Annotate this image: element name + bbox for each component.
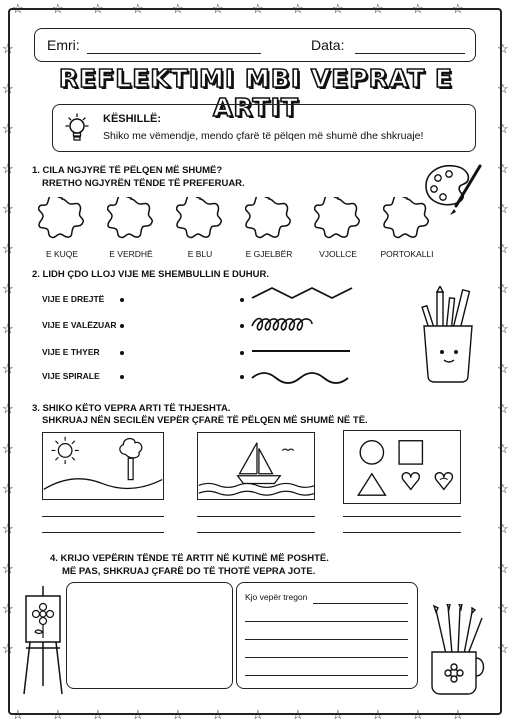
star-icon: ☆ bbox=[132, 1, 144, 16]
star-icon: ☆ bbox=[252, 1, 264, 16]
q3-title: 3. SHIKO KËTO VEPRA ARTI TË THJESHTA. bbox=[32, 403, 231, 414]
color-label: PORTOKALLI bbox=[380, 249, 434, 259]
answer-line-2a[interactable] bbox=[197, 516, 315, 517]
line-type-label: VIJE E VALËZUAR bbox=[42, 320, 117, 330]
star-icon: ☆ bbox=[2, 201, 14, 216]
match-dot-left[interactable] bbox=[120, 375, 124, 379]
star-icon: ☆ bbox=[497, 241, 509, 256]
color-label: E BLU bbox=[187, 249, 213, 259]
tip-text: Shiko me vëmendje, mendo çfarë të pëlqen më shumë dhe shkruaje! bbox=[103, 130, 424, 142]
star-icon: ☆ bbox=[497, 121, 509, 136]
color-label: E VERDHË bbox=[109, 249, 153, 259]
q1-title: 1. CILA NGJYRË TË PËLQEN MË SHUMË? bbox=[32, 165, 223, 176]
star-icon: ☆ bbox=[2, 401, 14, 416]
star-icon: ☆ bbox=[2, 161, 14, 176]
star-icon: ☆ bbox=[497, 41, 509, 56]
color-blob-2[interactable] bbox=[107, 197, 155, 243]
match-dot-right[interactable] bbox=[240, 298, 244, 302]
line-type-label: VIJE E DREJTË bbox=[42, 294, 105, 304]
star-icon: ☆ bbox=[497, 521, 509, 536]
match-dot-right[interactable] bbox=[240, 375, 244, 379]
star-icon: ☆ bbox=[497, 201, 509, 216]
star-icon: ☆ bbox=[497, 481, 509, 496]
star-icon: ☆ bbox=[2, 321, 14, 336]
zigzag-line bbox=[252, 288, 352, 298]
star-icon: ☆ bbox=[2, 641, 14, 656]
star-icon: ☆ bbox=[332, 707, 344, 722]
name-label: Emri: bbox=[47, 37, 80, 53]
star-icon: ☆ bbox=[2, 601, 14, 616]
star-icon: ☆ bbox=[2, 361, 14, 376]
line-examples bbox=[250, 286, 360, 386]
star-icon: ☆ bbox=[497, 81, 509, 96]
star-icon: ☆ bbox=[497, 441, 509, 456]
star-icon: ☆ bbox=[497, 601, 509, 616]
star-icon: ☆ bbox=[2, 561, 14, 576]
meaning-line-5[interactable] bbox=[245, 675, 408, 676]
star-icon: ☆ bbox=[497, 361, 509, 376]
color-label: E GJELBËR bbox=[245, 249, 293, 259]
color-blob-1[interactable] bbox=[38, 197, 86, 243]
date-label: Data: bbox=[311, 37, 345, 53]
q3-instruction: SHKRUAJ NËN SECILËN VEPËR ÇFARË TË PËLQEN MË SHUMË NË TË. bbox=[42, 415, 368, 426]
meaning-box bbox=[236, 582, 418, 689]
match-dot-right[interactable] bbox=[240, 351, 244, 355]
answer-line-2b[interactable] bbox=[197, 532, 315, 533]
star-icon: ☆ bbox=[92, 1, 104, 16]
line-type-label: VIJE E THYER bbox=[42, 347, 100, 357]
star-icon: ☆ bbox=[52, 1, 64, 16]
q1-instruction: RRETHO NGJYRËN TËNDE TË PREFERUAR. bbox=[42, 178, 245, 189]
color-blob-4[interactable] bbox=[245, 197, 293, 243]
star-icon: ☆ bbox=[132, 707, 144, 722]
answer-line-3a[interactable] bbox=[343, 516, 461, 517]
star-icon: ☆ bbox=[497, 561, 509, 576]
star-icon: ☆ bbox=[12, 707, 24, 722]
color-blob-3[interactable] bbox=[176, 197, 224, 243]
color-label: E KUQE bbox=[45, 249, 79, 259]
star-icon: ☆ bbox=[372, 707, 384, 722]
brush-cup-icon bbox=[426, 604, 490, 696]
star-icon: ☆ bbox=[292, 707, 304, 722]
artwork-shapes bbox=[343, 430, 461, 504]
artwork-sailboat bbox=[197, 432, 315, 500]
q4-title: 4. KRIJO VEPËRIN TËNDE TË ARTIT NË KUTINË MË POSHTË. bbox=[50, 553, 329, 564]
pencil-cup-icon bbox=[420, 286, 480, 386]
star-icon: ☆ bbox=[2, 441, 14, 456]
star-icon: ☆ bbox=[2, 241, 14, 256]
match-dot-left[interactable] bbox=[120, 351, 124, 355]
star-icon: ☆ bbox=[332, 1, 344, 16]
color-blob-6[interactable] bbox=[383, 197, 431, 243]
star-icon: ☆ bbox=[372, 1, 384, 16]
star-icon: ☆ bbox=[412, 1, 424, 16]
date-field[interactable] bbox=[355, 53, 465, 54]
meaning-line-1[interactable] bbox=[313, 603, 408, 604]
match-dot-left[interactable] bbox=[120, 298, 124, 302]
spiral-loop-line bbox=[252, 319, 312, 330]
lightbulb-icon bbox=[63, 113, 91, 145]
answer-line-3b[interactable] bbox=[343, 532, 461, 533]
star-icon: ☆ bbox=[2, 41, 14, 56]
star-icon: ☆ bbox=[92, 707, 104, 722]
star-icon: ☆ bbox=[172, 707, 184, 722]
tells-label: Kjo vepër tregon bbox=[245, 592, 308, 602]
star-icon: ☆ bbox=[2, 281, 14, 296]
star-icon: ☆ bbox=[497, 641, 509, 656]
star-icon: ☆ bbox=[412, 707, 424, 722]
q2-title: 2. LIDH ÇDO LLOJ VIJE ME SHEMBULLIN E DUHUR. bbox=[32, 269, 269, 280]
color-blob-5[interactable] bbox=[314, 197, 362, 243]
star-icon: ☆ bbox=[2, 521, 14, 536]
q4-instruction: MË PAS, SHKRUAJ ÇFARË DO TË THOTË VEPRA JOTE. bbox=[62, 566, 316, 577]
name-date-box bbox=[34, 28, 476, 62]
star-icon: ☆ bbox=[52, 707, 64, 722]
name-field[interactable] bbox=[87, 53, 261, 54]
star-icon: ☆ bbox=[212, 707, 224, 722]
star-icon: ☆ bbox=[452, 1, 464, 16]
page-title: REFLEKTIMI MBI VEPRAT E ARTIT bbox=[58, 64, 454, 122]
star-icon: ☆ bbox=[12, 1, 24, 16]
tip-box bbox=[52, 104, 476, 152]
star-icon: ☆ bbox=[2, 121, 14, 136]
star-icon: ☆ bbox=[497, 321, 509, 336]
answer-line-1b[interactable] bbox=[42, 532, 164, 533]
line-type-label: VIJE SPIRALE bbox=[42, 371, 100, 381]
color-label: VJOLLCE bbox=[319, 249, 357, 259]
match-dot-right[interactable] bbox=[240, 324, 244, 328]
meaning-line-2[interactable] bbox=[245, 621, 408, 622]
answer-line-1a[interactable] bbox=[42, 516, 164, 517]
star-icon: ☆ bbox=[452, 707, 464, 722]
star-icon: ☆ bbox=[497, 401, 509, 416]
star-icon: ☆ bbox=[292, 1, 304, 16]
star-icon: ☆ bbox=[497, 281, 509, 296]
star-icon: ☆ bbox=[497, 161, 509, 176]
artwork-landscape bbox=[42, 432, 164, 500]
wavy-line bbox=[252, 373, 348, 383]
tip-heading: KËSHILLË: bbox=[103, 113, 162, 125]
meaning-line-4[interactable] bbox=[245, 657, 408, 658]
star-icon: ☆ bbox=[2, 481, 14, 496]
star-icon: ☆ bbox=[2, 81, 14, 96]
drawing-box[interactable] bbox=[66, 582, 233, 689]
easel-icon bbox=[20, 586, 66, 696]
star-icon: ☆ bbox=[252, 707, 264, 722]
meaning-line-3[interactable] bbox=[245, 639, 408, 640]
match-dot-left[interactable] bbox=[120, 324, 124, 328]
star-icon: ☆ bbox=[172, 1, 184, 16]
star-icon: ☆ bbox=[212, 1, 224, 16]
